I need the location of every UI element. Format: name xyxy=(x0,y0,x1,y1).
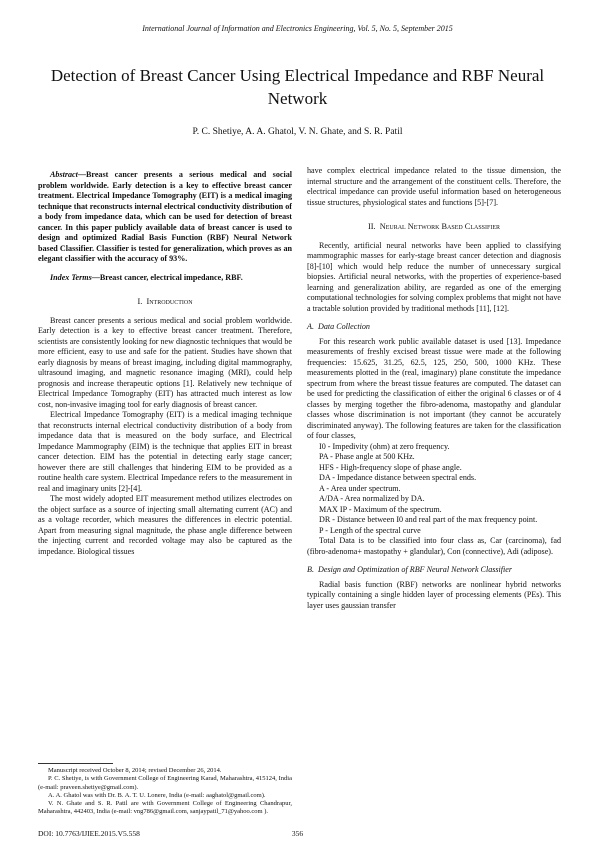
paper-title: Detection of Breast Cancer Using Electrical Impedance and RBF Neural Network xyxy=(50,66,545,108)
rbf-paragraph: Radial basis function (RBF) networks are nonlinear hybrid networks typically containing a single hidden layer of processing elements (PEs). This layer uses gaussian transfer xyxy=(307,579,561,610)
feature-item: HFS - High-frequency slope of phase angle. xyxy=(319,462,462,472)
feature-item: A - Area under spectrum. xyxy=(319,483,401,493)
intro-paragraph-1: Breast cancer presents a serious medical and social problem worldwide. Early detection is a key to effective breast cancer treatment. Therefore, scientists are consistently looking for new diagnostic techniques that would be more efficient, easy to use and safe for the patient. Studies have shown that early diagnosis by means of breast imaging, including digital mammography, ultrasound imaging, and magnetic resonance imaging (MRI), could help prognosis and increase therapeutic options [1]. Relatively new technique of Electrical Impedance Tomography (EIT) has attracted much interest as low cost, non-invasive imaging tool for early diagnosis of breast cancer. xyxy=(38,315,293,409)
section-heading-introduction: I. Introduction xyxy=(137,297,193,306)
abstract-text: —Breast cancer presents a serious medical and social problem worldwide. Early detection is a key to effective breast cancer treatment. Electrical Impedance Tomography (EIT) is a medical imaging technique that reconstructs internal electrical conductivity distribution of a body from impedance data, which can be used for detection of breast cancer. In this paper publicly available data of breast cancer is used to design and optimized Radial Basis Function (RBF) Neural Network based Classifier. Classifier is tested for generalization, which proves as an elegant classifier with the accuracy of 93%. xyxy=(38,170,292,263)
page-number: 356 xyxy=(291,829,304,838)
section-heading-neural-network: II. Neural Network Based Classifier xyxy=(367,222,501,231)
intro-paragraph-3: The most widely adopted EIT measurement method utilizes electrodes on the object surface as a source of injecting small alternating current (AC) and as a voltage recorder, which measures the differences in electric potential. Apart from measuring signal magnitude, the phase angle difference between the injecting current and recorded voltage may also be captured as the impedance. Biological tissues xyxy=(38,494,292,556)
index-terms-label: Index Terms xyxy=(50,272,92,282)
feature-item: P - Length of the spectral curve xyxy=(319,525,421,535)
footnote: A. A. Ghatol was with Dr. B. A. T. U. Lonere, India (e-mail: aaghatol@gmail.com). xyxy=(48,791,266,799)
feature-item: A/DA - Area normalized by DA. xyxy=(319,494,425,503)
sec2-paragraph: Recently, artificial neural networks have been applied to classifying mammographic masses for early-stage breast cancer detection and diagnosis [8]-[10] which would help reduce the number of unnecessary surgical biopsies. Artificial neural networks, with the properties of experience-based learning and generalization ability, are regarded as one of the emerging computational technologies for solving complex problems that might not have a tractable solution provided by traditional methods [11], [12]. xyxy=(307,240,561,313)
footnote: P. C. Shetiye, is with Government College of Engineering Karad, Maharashtra, 415124, India (e-mail: praveen.shetiye@gmail.com). xyxy=(38,775,292,791)
intro-continuation: have complex electrical impedance related to the tissue dimension, the internal structure and the arrangement of the constituent cells. Therefore, the electrical impedance can provide useful information based on heterogeneous tissue structures, physiological states and functions [5]-[7]. xyxy=(307,166,561,207)
feature-item: PA - Phase angle at 500 KHz. xyxy=(319,452,415,461)
feature-item: I0 - Impedivity (ohm) at zero frequency. xyxy=(319,441,450,451)
doi: DOI: 10.7763/IJIEE.2015.V5.558 xyxy=(38,829,140,838)
feature-item: MAX IP - Maximum of the spectrum. xyxy=(319,504,442,514)
subsection-heading-data-collection: A. Data Collection xyxy=(307,322,370,331)
footnotes xyxy=(38,767,292,817)
index-terms xyxy=(38,273,292,284)
data-collection-paragraph: For this research work public available dataset is used [13]. Impedance measurements of freshly excised breast tissue were made at the following frequencies: 15.625, 31.25, 62.5, 125, 250, 500, 1000 KHz. These measurements plotted in the (real, imaginary) plane constitute the impedance spectrum from where the breast tissue features are computed. The dataset can be used for predicting the classification of either the original 6 classes or of 4 classes by merging together the fibro-adenoma, mastopathy and glandular classes whose discrimination is not important (they cannot be accurately discriminated anyway). The following features are taken for the classification of four classes, xyxy=(307,336,561,440)
footnote-divider xyxy=(38,763,113,764)
class-description-paragraph: Total Data is to be classified into four class as, Car (carcinoma), fad (fibro-adenoma+ mastopathy + glandular), Con (connective), Adi (adipose). xyxy=(307,536,561,556)
feature-item: DA - Impedance distance between spectral ends. xyxy=(319,473,477,482)
footnote: V. N. Ghate and S. R. Patil are with Government College of Engineering Chandrapur, Maharashtra, 442403, India (e-mail: vng786@gmail.com, sanjaypatil_71@yahoo.com ). xyxy=(38,800,292,816)
abstract xyxy=(38,170,292,265)
feature-item: DR - Distance between I0 and real part of the max frequency point. xyxy=(319,515,538,524)
authors: P. C. Shetiye, A. A. Ghatol, V. N. Ghate, and S. R. Patil xyxy=(192,127,403,137)
right-column xyxy=(307,166,561,611)
subsection-heading-rbf-design: B. Design and Optimization of RBF Neural Network Classifier xyxy=(307,565,513,574)
journal-header: International Journal of Information and Electronics Engineering, Vol. 5, No. 5, September 2015 xyxy=(142,24,453,33)
index-terms-text: —Breast cancer, electrical impedance, RBF. xyxy=(91,272,243,282)
abstract-label: Abstract xyxy=(50,170,78,179)
left-column xyxy=(38,164,292,557)
intro-paragraph-2: Electrical Impedance Tomography (EIT) is a medical imaging technique that reconstructs internal electrical conductivity distribution of a body from impedance data that is measured on the body surface, and Electrical Impedance Mammography (EIM) is the technique that applies EIT in breast cancer detection. EIM has the potential in detecting early stage cancer; however there are still challenges that hindering EIM to be provided as a routine health care system. Electrical Impedance refers to the measurement in real and imaginary units [2]-[4]. xyxy=(38,410,292,493)
footnote: Manuscript received October 8, 2014; revised December 26, 2014. xyxy=(48,767,222,774)
